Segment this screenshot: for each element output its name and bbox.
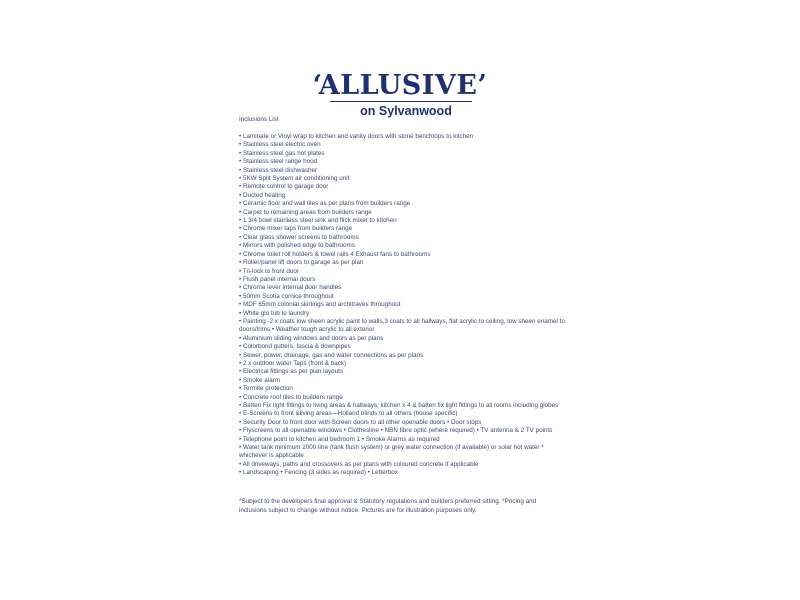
inclusion-item: • Landscaping • Fencing (3 sides as required) • Letterbox <box>239 469 398 477</box>
inclusion-item: • Carpet to remaining areas from builders range <box>239 208 372 216</box>
inclusion-item: • Chrome toilet roll holders & towel rails 4 Exhaust fans to bathrooms <box>239 250 431 258</box>
inclusion-item: • Colorbond gutters, fascia & downpipes <box>239 343 351 351</box>
inclusion-item: • Concrete roof tiles to builders range <box>239 393 343 401</box>
inclusion-item: • Tri-lock to front door <box>239 267 299 275</box>
inclusion-item: • Stainless steel electric oven <box>239 141 321 149</box>
title-underline <box>330 101 472 102</box>
inclusion-item: • Ceramic floor and wall tiles as per plans from builders range <box>239 200 411 208</box>
page-subtitle: on Sylvanwood <box>360 104 452 118</box>
inclusion-item: • Mirrors with polished edge to bathrooms <box>239 242 355 250</box>
inclusion-item: • Laminate or Vinyl wrap to kitchen and vanity doors with stone benchtops to kitchen <box>239 133 474 140</box>
inclusion-item: • Chrome lever internal door handles <box>239 284 342 292</box>
inclusion-item: • White glo tub to laundry <box>239 309 310 317</box>
inclusion-item: • Electrical fittings as per plan layouts <box>239 368 344 376</box>
inclusion-item: • Flush panel internal doors <box>239 275 316 283</box>
inclusion-item: • Stainless steel range hood <box>239 158 318 166</box>
inclusions-list <box>239 133 569 478</box>
inclusion-item: • Flyscreens to all openable windows • Clothesline • NBN fibre optic (where required) • TV antenna & 2 TV points <box>239 427 553 435</box>
inclusion-item: • Sewer, power, drainage, gas and water connections as per plans <box>239 351 424 359</box>
inclusion-item: • Telephone point to kitchen and bedroom 1 • Smoke Alarms as required <box>239 435 440 443</box>
inclusion-item: • E-Screens to front &living areas—Holland blinds to all others (house specific) <box>239 410 458 418</box>
inclusion-item: • 1 3/4 bowl stainless steel sink and flick mixer to kitchen <box>239 217 397 225</box>
inclusion-item: • Roller/panel lift doors to garage as per plan <box>239 259 364 267</box>
inclusions-heading: Inclusions List <box>239 116 279 123</box>
inclusion-item: • 5KW Split System air conditioning unit <box>239 175 350 183</box>
inclusion-item: • Stainless steel gas hot plates <box>239 149 325 157</box>
inclusion-item: • All driveways, paths and crossovers as per plans with coloured concrete if applicable <box>239 460 479 468</box>
inclusion-item: • Clear glass shower screens to bathrooms <box>239 233 359 241</box>
page-title: ‘ALLUSIVE’ <box>312 70 488 101</box>
inclusion-item: • Termite protection <box>239 385 293 393</box>
inclusion-item: • Ducted heating <box>239 191 286 199</box>
inclusion-item: • Aluminium sliding windows and doors as per plans <box>239 334 384 342</box>
disclaimer-footnote: *Subject to the developers final approval & Statutory regulations and builders preferred sitting. *Pricing and inclusions subject to change without notice. Pictures are for illustration purposes only. <box>239 498 537 514</box>
inclusion-item: • Chrome mixer taps from builders range <box>239 225 353 233</box>
inclusion-item: • Stainless steel dishwasher <box>239 166 318 174</box>
inclusion-item: • 50mm Scotia cornice throughout <box>239 292 334 300</box>
inclusion-item: • Water tank minimum 2000 litre (tank flush system) or grey water connection (if available) or solar hot water * whichever is applicable <box>239 444 544 460</box>
inclusion-item: • Batten Fix light fittings to living areas & hallways, kitchen x 4 & batten fix light fittings to all rooms including globes <box>239 402 559 409</box>
inclusion-item: • Remote control to garage door <box>239 183 329 191</box>
inclusion-item: • MDF 65mm colonial skirtings and architraves throughout <box>239 301 401 309</box>
inclusion-item: • Painting -2 x coats low sheen acrylic paint to walls,3 coats to all hallways, flat acrylic to ceiling, low sheen enamel to doors/trims • Weather tough acrylic to all exterior <box>239 317 565 334</box>
inclusion-item: • Security Door to front door with Screen doors to all other openable doors • Door stops <box>239 418 482 426</box>
inclusion-item: • 2 x outdoor water Taps (front & back) <box>239 359 347 367</box>
inclusion-item: • Smoke alarm <box>239 376 281 384</box>
